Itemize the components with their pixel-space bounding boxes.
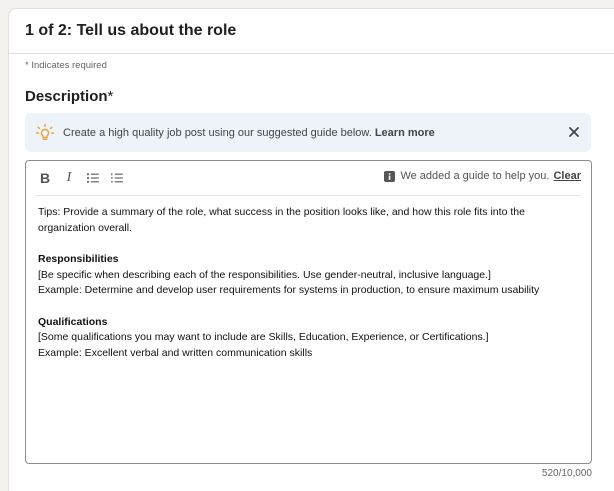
required-star: * [107,88,114,105]
banner-text: Create a high quality job post using our suggested guide below. [63,126,372,139]
description-editor[interactable] [25,160,592,464]
responsibilities-guidance: [Be specific when describing each of the responsibilities. Use gender-neutral, inclusive language.] [38,268,491,281]
qualifications-guidance: [Some qualifications you may want to include are Skills, Education, Experience, or Certifications.] [38,331,489,343]
italic-button[interactable]: I [66,170,72,185]
guide-note [384,170,581,182]
learn-more-link[interactable]: Learn more [374,126,435,139]
numbered-list-icon [110,172,124,184]
editor-toolbar [36,161,581,196]
close-icon[interactable] [565,123,583,141]
lightbulb-icon [35,123,55,143]
description-label-text: Description [25,88,108,105]
clear-link[interactable]: Clear [553,170,581,182]
form-header [9,9,614,54]
guide-note-text: We added a guide to help you. [400,170,550,182]
qualifications-example: Example: Excellent verbal and written communication skills [38,346,313,359]
character-count: 520/10,000 [541,468,592,479]
editor-content[interactable] [38,205,579,361]
required-note: * Indicates required [25,60,107,71]
bold-button[interactable]: B [39,170,51,186]
page-title: 1 of 2: Tell us about the role [25,22,237,39]
bulleted-list-button[interactable] [84,169,102,187]
responsibilities-heading: Responsibilities [38,253,119,265]
responsibilities-example: Example: Determine and develop user requirements for systems in production, to ensure maximum usability [38,284,540,296]
guide-banner [25,113,591,152]
qualifications-heading: Qualifications [38,315,108,328]
description-label [25,88,113,105]
bulleted-list-icon [86,172,100,184]
tips-text: Tips: Provide a summary of the role, what success in the position looks like, and how this role fits into the organization overall. [38,206,525,234]
job-post-form-card [8,8,614,491]
numbered-list-button[interactable] [108,169,126,187]
info-icon [384,171,395,182]
